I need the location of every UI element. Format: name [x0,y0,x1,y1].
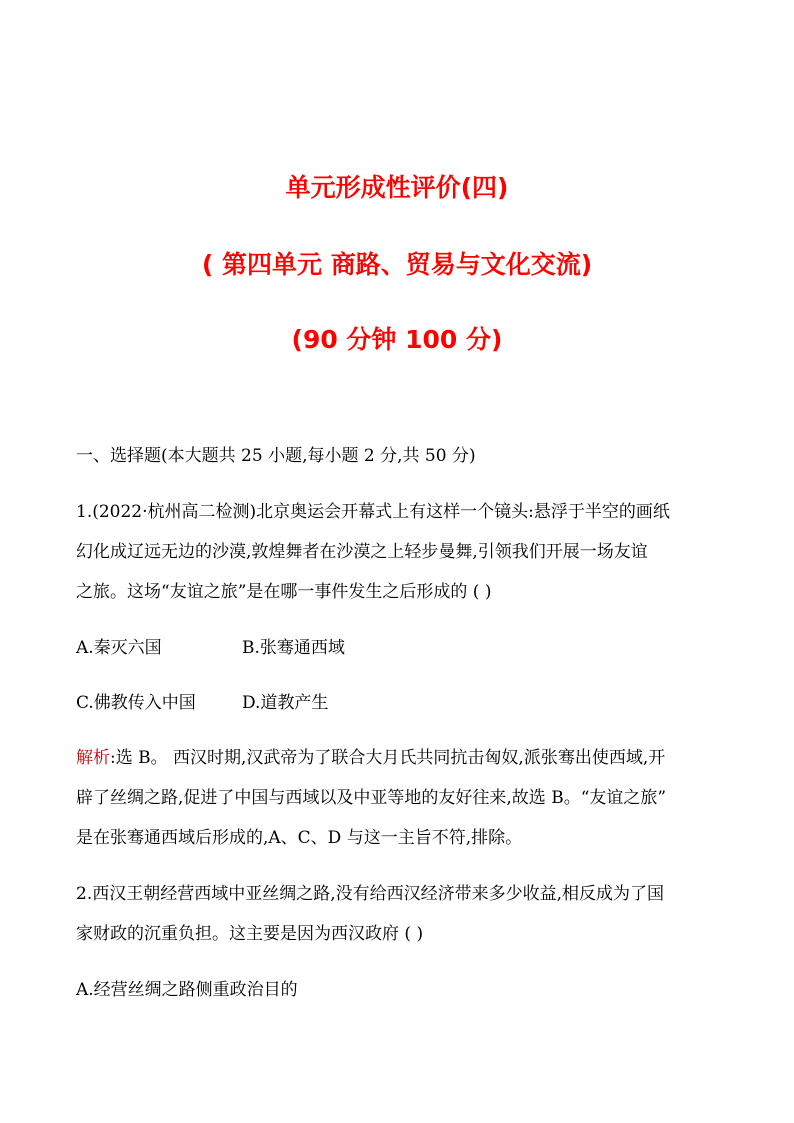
unit-subtitle: ( 第四单元 商路、贸易与文化交流) [201,250,593,279]
q1-option-b: B.张骞通西域 [242,638,345,658]
q1-analysis-line-2: 辟了丝绸之路,促进了中国与西域以及中亚等地的友好往来,故选 B。“友谊之旅” [76,788,667,808]
q1-option-a: A.秦灭六国 [76,638,162,658]
time-score: (90 分钟 100 分) [291,325,503,354]
q1-option-d: D.道教产生 [242,693,329,713]
q1-analysis-line-3: 是在张骞通西域后形成的,A、C、D 与这一主旨不符,排除。 [76,828,523,848]
analysis-label: 解析 [76,748,110,768]
analysis-text: :选 B。 西汉时期,汉武帝为了联合大月氏共同抗击匈奴,派张骞出使西域,开 [110,748,666,768]
q2-stem-line-2: 家财政的沉重负担。这主要是因为西汉政府 ( ) [76,924,424,944]
q1-option-c: C.佛教传入中国 [76,693,196,713]
q1-stem-line-3: 之旅。这场“友谊之旅”是在哪一事件发生之后形成的 ( ) [76,582,492,602]
section-heading: 一、选择题(本大题共 25 小题,每小题 2 分,共 50 分) [76,446,476,466]
q1-stem-line-1: 1.(2022·杭州高二检测)北京奥运会开幕式上有这样一个镜头:悬浮于半空的画纸 [76,502,670,522]
document-title: 单元形成性评价(四) [285,173,509,202]
q2-option-a: A.经营丝绸之路侧重政治目的 [76,980,298,1000]
q2-stem-line-1: 2.西汉王朝经营西域中亚丝绸之路,没有给西汉经济带来多少收益,相反成为了国 [76,884,665,904]
q1-analysis-line-1 [76,746,726,770]
q1-stem-line-2: 幻化成辽远无边的沙漠,敦煌舞者在沙漠之上轻步曼舞,引领我们开展一场友谊 [76,542,648,562]
